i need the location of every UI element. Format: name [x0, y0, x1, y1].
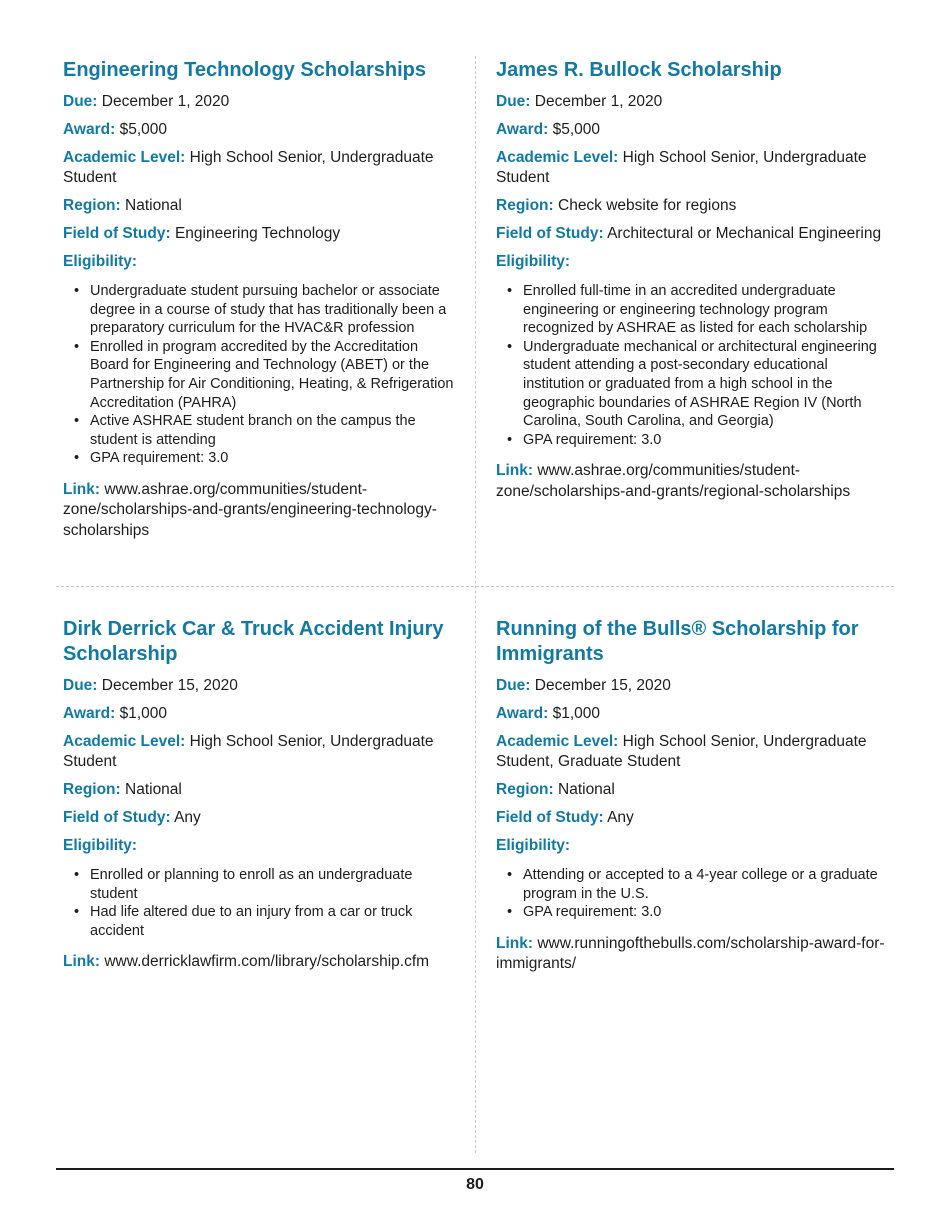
- eligibility-item: • Enrolled or planning to enroll as an undergraduate student: [73, 866, 455, 903]
- eligibility-item: • Enrolled in program accredited by the Accreditation Board for Engineering and Technology (ABET) or the Partnership for Air Conditioning, Heating, & Refrigeration Accreditation (PAHRA): [73, 338, 455, 412]
- eligibility-list: [496, 866, 888, 922]
- scholarship-card: [63, 617, 455, 973]
- academic-level: Academic Level: High School Senior, Undergraduate Student: [63, 149, 434, 186]
- region: Region: National: [63, 197, 182, 214]
- scholarship-card: [63, 58, 455, 541]
- academic-level: Academic Level: High School Senior, Undergraduate Student: [496, 149, 867, 186]
- row-divider: [56, 586, 894, 587]
- eligibility-item: • Undergraduate mechanical or architectural engineering student attending a post-secondary educational institution or graduated from a high school in the geographic boundaries of ASHRAE Region IV (North Carolina, South Carolina, and Georgia): [506, 338, 888, 431]
- scholarship-title: Running of the Bulls® Scholarship for Immigrants: [496, 618, 859, 665]
- eligibility-item: • Active ASHRAE student branch on the campus the student is attending: [73, 412, 455, 449]
- eligibility-heading: Eligibility:: [63, 837, 138, 854]
- eligibility-item: • GPA requirement: 3.0: [506, 903, 888, 922]
- scholarship-link: Link: www.ashrae.org/communities/student-zone/scholarships-and-grants/regional-scholarships: [496, 462, 851, 500]
- region: Region: Check website for regions: [496, 197, 737, 214]
- academic-level: Academic Level: High School Senior, Undergraduate Student: [63, 733, 434, 770]
- footer-rule: [56, 1168, 894, 1170]
- scholarship-title: Dirk Derrick Car & Truck Accident Injury Scholarship: [63, 618, 444, 665]
- region: Region: National: [63, 781, 182, 798]
- link-url[interactable]: www.runningofthebulls.com/scholarship-award-for-immigrants/: [496, 934, 885, 973]
- eligibility-heading: Eligibility:: [496, 253, 571, 270]
- award-amount: Award: $5,000: [496, 121, 600, 138]
- eligibility-item: • Attending or accepted to a 4-year college or a graduate program in the U.S.: [506, 866, 888, 903]
- eligibility-heading: Eligibility:: [496, 837, 571, 854]
- region: Region: National: [496, 781, 615, 798]
- eligibility-item: • Enrolled full-time in an accredited undergraduate engineering or engineering technology program recognized by ASHRAE as listed for each scholarship: [506, 282, 888, 338]
- eligibility-list: [63, 866, 455, 940]
- due-date: Due: December 15, 2020: [63, 677, 238, 694]
- scholarship-card: [496, 58, 888, 502]
- field-of-study: Field of Study: Any: [496, 809, 634, 826]
- eligibility-item: • GPA requirement: 3.0: [506, 431, 888, 450]
- eligibility-heading: Eligibility:: [63, 253, 138, 270]
- scholarship-card: [496, 617, 888, 975]
- due-date: Due: December 15, 2020: [496, 677, 671, 694]
- scholarship-link: Link: www.derricklawfirm.com/library/scholarship.cfm: [63, 953, 430, 971]
- scholarship-link: Link: www.runningofthebulls.com/scholarship-award-for-immigrants/: [496, 934, 885, 973]
- eligibility-item: • Had life altered due to an injury from a car or truck accident: [73, 903, 455, 940]
- award-amount: Award: $1,000: [496, 705, 600, 722]
- eligibility-list: [63, 282, 455, 468]
- scholarship-title: Engineering Technology Scholarships: [63, 59, 427, 81]
- eligibility-item: • Undergraduate student pursuing bachelor or associate degree in a course of study that has traditionally been a preparatory curriculum for the HVAC&R profession: [73, 282, 455, 338]
- award-amount: Award: $5,000: [63, 121, 167, 138]
- field-of-study: Field of Study: Engineering Technology: [63, 225, 341, 242]
- field-of-study: Field of Study: Any: [63, 809, 201, 826]
- award-amount: Award: $1,000: [63, 705, 167, 722]
- field-of-study: Field of Study: Architectural or Mechanical Engineering: [496, 225, 882, 242]
- due-date: Due: December 1, 2020: [496, 93, 663, 110]
- link-url[interactable]: www.derricklawfirm.com/library/scholarship.cfm: [104, 953, 430, 971]
- scholarship-title: James R. Bullock Scholarship: [496, 59, 782, 81]
- link-url[interactable]: www.ashrae.org/communities/student-zone/scholarships-and-grants/engineering-technology-scholarships: [63, 480, 437, 539]
- link-url[interactable]: www.ashrae.org/communities/student-zone/scholarships-and-grants/regional-scholarships: [496, 462, 851, 500]
- eligibility-list: [496, 282, 888, 449]
- scholarship-link: Link: www.ashrae.org/communities/student-zone/scholarships-and-grants/engineering-technology-scholarships: [63, 480, 437, 539]
- page-number: 80: [466, 1176, 484, 1193]
- due-date: Due: December 1, 2020: [63, 93, 230, 110]
- academic-level: Academic Level: High School Senior, Undergraduate Student, Graduate Student: [496, 733, 867, 770]
- column-divider: [475, 56, 476, 1153]
- eligibility-item: • GPA requirement: 3.0: [73, 449, 455, 468]
